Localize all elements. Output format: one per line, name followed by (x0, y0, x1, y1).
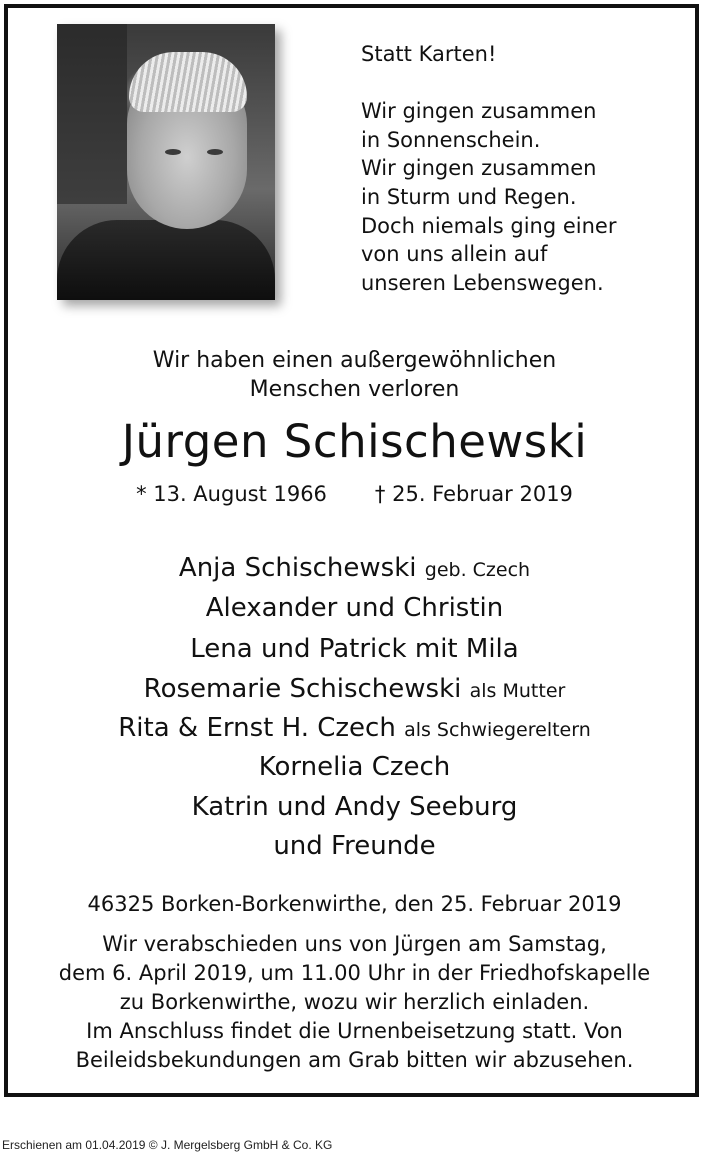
family-member-name: Rita & Ernst H. Czech (118, 713, 396, 743)
place-and-date: 46325 Borken-Borkenwirthe, den 25. Februar 2019 (87, 892, 622, 916)
family-member (0, 548, 709, 590)
family-member: Lena und Patrick mit Mila (190, 634, 519, 664)
verse-line: Doch niemals ging einer (361, 213, 617, 238)
verse-line: Statt Karten! (361, 42, 497, 66)
deceased-name: Jürgen Schischewski (121, 415, 588, 468)
portrait-eye-right (207, 149, 223, 155)
portrait-shirt (57, 220, 275, 300)
family-member-name: Anja Schischewski (178, 553, 417, 583)
portrait-eye-left (165, 149, 181, 155)
verse-line: von uns allein auf (361, 242, 548, 267)
family-member: Kornelia Czech (258, 752, 451, 782)
notice-line: zu Borkenwirthe, wozu wir herzlich einladen. (119, 990, 590, 1014)
family-member-name: Rosemarie Schischewski (143, 674, 462, 704)
family-member-note: als Schwiegereltern (404, 719, 591, 741)
intro-line-2: Menschen verloren (249, 377, 460, 402)
publication-footer: Erschienen am 01.04.2019 © J. Mergelsberg GmbH & Co. KG (2, 1138, 333, 1152)
portrait-hair (129, 52, 247, 112)
verse-line: in Sturm und Regen. (361, 184, 577, 209)
family-member-note: geb. Czech (424, 559, 531, 581)
family-member: Alexander und Christin (205, 593, 504, 623)
portrait-photo (57, 24, 275, 300)
death-date: † 25. Februar 2019 (374, 482, 573, 506)
family-member: Katrin und Andy Seeburg (191, 792, 518, 822)
notice-line: dem 6. April 2019, um 11.00 Uhr in der Friedhofskapelle (58, 961, 651, 985)
life-dates (0, 480, 709, 508)
verse-line: Wir gingen zusammen (361, 156, 597, 181)
notice-line: Wir verabschieden uns von Jürgen am Samstag, (102, 932, 607, 956)
family-member (0, 669, 709, 711)
birth-date: * 13. August 1966 (136, 482, 327, 506)
family-member: und Freunde (273, 831, 436, 861)
verse-line: Wir gingen zusammen (361, 99, 597, 124)
memorial-verse (361, 40, 661, 297)
notice-line: Im Anschluss findet die Urnenbeisetzung statt. Von (86, 1019, 623, 1043)
funeral-notice (0, 930, 709, 1075)
family-member-note: als Mutter (469, 680, 566, 702)
verse-line: in Sonnenschein. (361, 127, 541, 152)
notice-line: Beileidsbekundungen am Grab bitten wir abzusehen. (75, 1048, 634, 1072)
family-member (0, 708, 709, 750)
verse-line: unseren Lebenswegen. (361, 270, 604, 295)
intro-line-1: Wir haben einen außergewöhnlichen (152, 348, 557, 373)
background-board (57, 24, 127, 204)
